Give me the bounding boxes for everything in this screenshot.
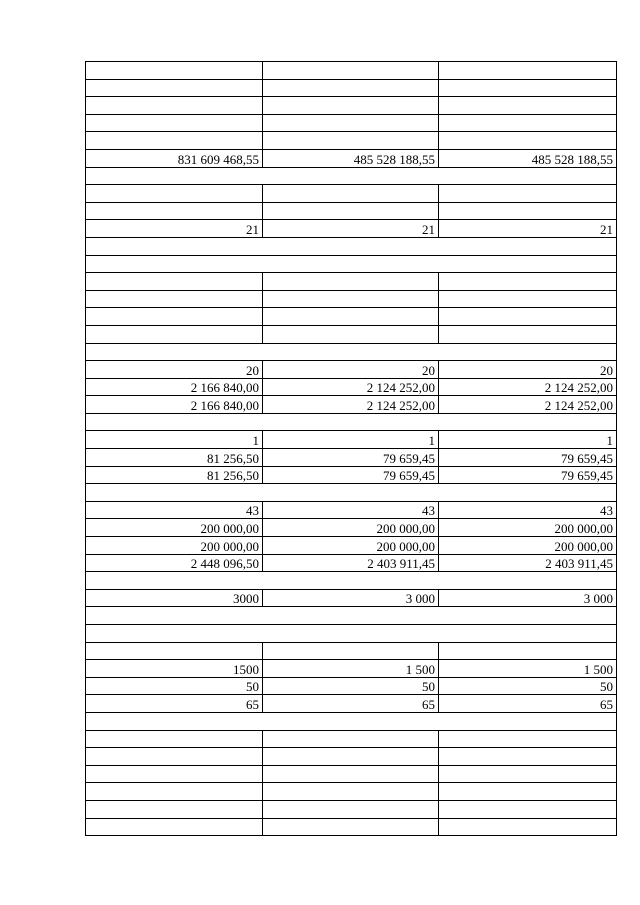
table-cell [86, 237, 617, 255]
table-cell: 43 [86, 501, 263, 519]
table-cell [263, 97, 439, 115]
table-row [86, 818, 617, 836]
table-row [86, 519, 617, 537]
table-cell: 485 528 188,55 [439, 149, 617, 167]
table-row [86, 413, 617, 431]
table-cell: 81 256,50 [86, 466, 263, 484]
table-cell [86, 783, 263, 801]
table-row [86, 378, 617, 396]
table-row [86, 484, 617, 502]
table-cell [439, 114, 617, 132]
table-cell [439, 800, 617, 818]
table-row [86, 149, 617, 167]
table-row [86, 642, 617, 660]
table-row [86, 62, 617, 80]
table-cell [86, 273, 263, 291]
table-cell [263, 748, 439, 766]
table-cell: 200 000,00 [86, 519, 263, 537]
table-cell: 2 124 252,00 [439, 396, 617, 414]
table-cell [439, 132, 617, 150]
table-cell: 50 [86, 677, 263, 695]
table-row [86, 132, 617, 150]
data-table [85, 61, 617, 836]
table-row [86, 537, 617, 555]
table-cell: 2 124 252,00 [263, 378, 439, 396]
table-cell [86, 202, 263, 220]
table-row [86, 748, 617, 766]
table-cell [263, 308, 439, 326]
table-row [86, 185, 617, 203]
table-cell [263, 132, 439, 150]
table-row [86, 343, 617, 361]
table-row [86, 677, 617, 695]
table-cell: 2 166 840,00 [86, 396, 263, 414]
table-cell: 2 124 252,00 [263, 396, 439, 414]
table-cell: 3 000 [439, 589, 617, 607]
table-cell [439, 62, 617, 80]
table-row [86, 273, 617, 291]
table-cell: 20 [439, 361, 617, 379]
table-cell [86, 79, 263, 97]
table-row [86, 97, 617, 115]
table-row [86, 730, 617, 748]
table-cell [86, 730, 263, 748]
table-cell [86, 607, 617, 625]
table-row [86, 431, 617, 449]
table-cell: 1 500 [439, 660, 617, 678]
table-row [86, 607, 617, 625]
table-row [86, 361, 617, 379]
table-row [86, 501, 617, 519]
table-cell [263, 273, 439, 291]
table-cell [263, 290, 439, 308]
table-row [86, 114, 617, 132]
table-row [86, 589, 617, 607]
table-row [86, 554, 617, 572]
table-cell [439, 783, 617, 801]
table-cell: 200 000,00 [263, 519, 439, 537]
table-cell: 43 [263, 501, 439, 519]
table-cell [86, 185, 263, 203]
table-row [86, 572, 617, 590]
table-cell: 20 [263, 361, 439, 379]
table-cell [439, 290, 617, 308]
table-cell: 79 659,45 [439, 449, 617, 467]
table-cell: 2 124 252,00 [439, 378, 617, 396]
table-cell: 21 [86, 220, 263, 238]
table-cell [439, 765, 617, 783]
table-cell: 200 000,00 [86, 537, 263, 555]
table-row [86, 625, 617, 643]
table-row [86, 290, 617, 308]
table-cell: 200 000,00 [263, 537, 439, 555]
table-cell [439, 748, 617, 766]
table-row [86, 79, 617, 97]
table-cell [439, 97, 617, 115]
table-cell [86, 167, 617, 185]
table-cell: 2 403 911,45 [263, 554, 439, 572]
table-cell: 50 [439, 677, 617, 695]
table-row [86, 325, 617, 343]
table-cell [439, 325, 617, 343]
table-row [86, 167, 617, 185]
table-cell [263, 818, 439, 836]
table-cell [86, 800, 263, 818]
table-cell: 20 [86, 361, 263, 379]
table-cell [439, 185, 617, 203]
table-row [86, 660, 617, 678]
table-cell: 1 [439, 431, 617, 449]
table-cell [263, 202, 439, 220]
table-cell: 79 659,45 [263, 466, 439, 484]
table-row [86, 695, 617, 713]
table-cell [263, 800, 439, 818]
table-cell: 1 500 [263, 660, 439, 678]
table-row [86, 765, 617, 783]
table-row [86, 396, 617, 414]
table-cell [439, 79, 617, 97]
table-cell [263, 642, 439, 660]
table-cell: 1 [263, 431, 439, 449]
table-body [86, 62, 617, 836]
table-cell: 200 000,00 [439, 519, 617, 537]
table-cell [263, 79, 439, 97]
table-cell [86, 818, 263, 836]
table-row [86, 712, 617, 730]
table-cell [86, 62, 263, 80]
table-cell: 65 [439, 695, 617, 713]
table-cell [86, 484, 617, 502]
table-row [86, 308, 617, 326]
table-cell: 2 448 096,50 [86, 554, 263, 572]
table-cell [86, 325, 263, 343]
table-cell: 200 000,00 [439, 537, 617, 555]
table-cell: 50 [263, 677, 439, 695]
table-cell: 3 000 [263, 589, 439, 607]
table-cell [86, 308, 263, 326]
table-cell [86, 765, 263, 783]
table-cell [86, 572, 617, 590]
table-cell [86, 642, 263, 660]
table-cell: 485 528 188,55 [263, 149, 439, 167]
table-cell [439, 730, 617, 748]
table-cell [86, 255, 617, 273]
table-cell [439, 818, 617, 836]
table-cell [86, 625, 617, 643]
table-row [86, 255, 617, 273]
table-cell [439, 202, 617, 220]
table-cell [439, 308, 617, 326]
table-cell: 1 [86, 431, 263, 449]
table-cell: 831 609 468,55 [86, 149, 263, 167]
table-cell: 2 166 840,00 [86, 378, 263, 396]
table-cell [86, 748, 263, 766]
table-cell [86, 290, 263, 308]
table-cell: 81 256,50 [86, 449, 263, 467]
table-cell [86, 114, 263, 132]
table-row [86, 220, 617, 238]
table-cell [86, 97, 263, 115]
table-cell [263, 185, 439, 203]
table-cell [263, 765, 439, 783]
table-cell [86, 712, 617, 730]
table-cell [263, 730, 439, 748]
table-cell: 65 [263, 695, 439, 713]
table-cell: 79 659,45 [439, 466, 617, 484]
table-cell [263, 325, 439, 343]
table-cell [86, 132, 263, 150]
table-cell [439, 642, 617, 660]
table-cell [263, 62, 439, 80]
table-row [86, 800, 617, 818]
table-row [86, 237, 617, 255]
table-cell: 21 [439, 220, 617, 238]
table-cell: 1500 [86, 660, 263, 678]
table-cell: 65 [86, 695, 263, 713]
table-cell: 21 [263, 220, 439, 238]
table-cell [263, 114, 439, 132]
table-cell [86, 343, 617, 361]
table-row [86, 449, 617, 467]
table-cell: 43 [439, 501, 617, 519]
table-cell: 3000 [86, 589, 263, 607]
table-cell [86, 413, 617, 431]
table-cell [263, 783, 439, 801]
table-row [86, 202, 617, 220]
table-cell [439, 273, 617, 291]
table-cell: 2 403 911,45 [439, 554, 617, 572]
table-cell: 79 659,45 [263, 449, 439, 467]
table-row [86, 783, 617, 801]
table-row [86, 466, 617, 484]
